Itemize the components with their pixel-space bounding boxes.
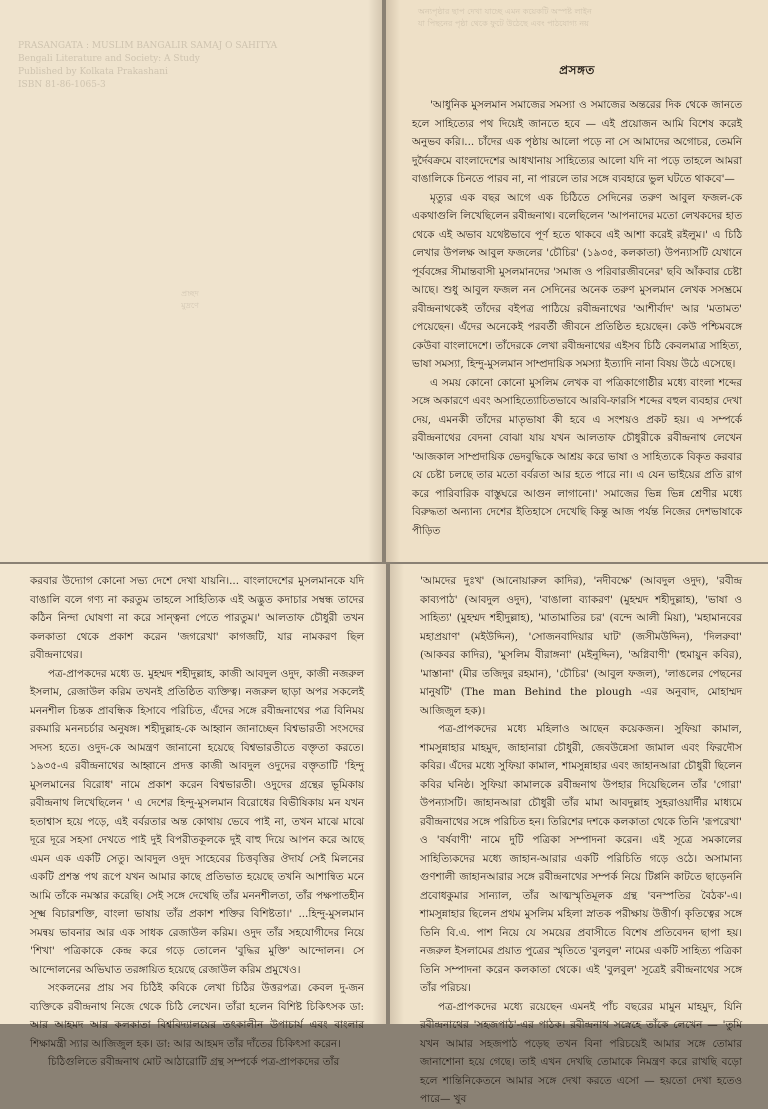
ghost-line: Published by Kolkata Prakashani — [18, 67, 168, 77]
page-bottom-left — [0, 564, 386, 1068]
page-top-right — [386, 0, 768, 562]
paragraph: পত্র-প্রাপকদের মধ্যে রয়েছেন এমনই পাঁচ বছরের মামুন মাহমুদ, যিনি রবীন্দ্রনাথের 'সহজপাঠ'-এর পাঠক। রবীন্দ্রনাথ সস্নেহে তাঁকে লেখেন — 'তুমি যখন আমার সহজপাঠ পড়েছ তখন বিনা পরিচয়েই আমার সঙ্গে তোমার জানাশোনা হয়ে গেছে। তাই এখন দেখছি তোমাকে নিমন্ত্রণ করে রাখছি বড়ো হলে শান্তিনিকেতনে আমার সঙ্গে দেখা করতে এসো — হয়তো দেখা হতেও পারে— খুব — [420, 1000, 742, 1105]
ghost-line: ISBN 81-86-1065-3 — [18, 80, 106, 90]
body-text — [30, 572, 364, 1072]
ghost-line: অন্যপৃষ্ঠার ছাপ দেখা যাচ্ছে এমন কয়েকটি অস্পষ্ট লাইন — [418, 7, 592, 16]
body-text — [420, 572, 742, 1109]
paragraph: মৃত্যুর এক বছর আগে এক চিঠিতে সেদিনের তরুণ আবুল ফজল-কে একথাগুলি লিখেছিলেন রবীন্দ্রনাথ। বলেছিলেন 'আপনাদের মতো লেখকদের হাত থেকে এই অভাব যথেষ্টভাবে পূর্ণ হতে থাকবে এই আশা করেই রইলুম।' এ চিঠি লেখার উপলক্ষ আবুল ফজলের 'চৌচির' (১৯৩৫, কলকাতা) উপন্যাসটি যেখানে পূর্ববঙ্গের সীমান্তবাসী মুসলমানদের 'সমাজ ও পরিবারজীবনের' ছবি আঁকবার চেষ্টা আছে। শুধু আবুল ফজল নন সেদিনের অনেক তরুণ মুসলমান লেখক সসম্ভ্রমে রবীন্দ্রনাথকেই তাঁদের বইপত্র পাঠিয়ে রবীন্দ্রনাথের 'আশীর্বাদ' আর 'মতামত' পেয়েছেন। এঁদের অনেকেই পরবর্তী জীবনে প্রতিষ্ঠিত হয়েছেন। কেউ পশ্চিমবঙ্গে কেউবা বাংলাদেশে। তাঁদেরকে লেখা রবীন্দ্রনাথের এইসব চিঠি কেবলমাত্র সাহিত্য, ভাষা সমস্যা, হিন্দু-মুসলমান সাম্প্রদায়িক সমস্যা ইত্যাদি নানা বিষয় উঠে এসেছে। — [412, 191, 742, 370]
ghost-line: মুদ্রণে — [181, 301, 199, 310]
body-text — [412, 96, 742, 540]
page-heading: প্রসঙ্গত — [559, 63, 595, 77]
paragraph: চিঠিগুলিতে রবীন্দ্রনাথ মোট আঠারোটি গ্রন্থ সম্পর্কে পত্র-প্রাপকদের তাঁর — [48, 1056, 340, 1068]
gutter-shadow — [372, 564, 386, 1024]
paragraph: পত্র-প্রাপকদের মধ্যে ড. মুহম্মদ শহীদুল্লাহ, কাজী আবদুল ওদুদ, কাজী নজরুল ইসলাম, রেজাউল করিম তখনই প্রতিষ্ঠিত ব্যক্তিত্ব। নজরুল ছাড়া অপর সকলেই মননশীল চিন্তক প্রাবন্ধিক হিসাবে পরিচিত, এঁদের সঙ্গে রবীন্দ্রনাথের পত্র বিনিময় রকমারি মননচর্চার অনুষঙ্গ। শহীদুল্লাহ-কে আহ্বান জানাচ্ছেন বিশ্বভারতী সংসদের সদস্য হতে। ওদুদ-কে আমন্ত্রণ জানানো হয়েছে বিশ্বভারতীতে বক্তৃতা করতে। ১৯৩৫-এ রবীন্দ্রনাথের আহ্বানে প্রদত্ত কাজী আবদুল ওদুদের বক্তৃতাটি 'হিন্দু মুসলমানের বিরোধ' নামে প্রকাশ করেন বিশ্বভারতী। ওদুদের গ্রন্থের ভূমিকায় রবীন্দ্রনাথ লিখেছিলেন ' এ দেশের হিন্দু-মুসলমান বিরোধের বিভীষিকায় মন যখন হতাশ্বাস হয়ে পড়ে, এই বর্বরতার অন্ত কোথায় ভেবে পাই না, তখন মাঝে মাঝে দূরে দূরে সহসা দেখতে পাই দুই বিপরীতকূলকে দুই বাহু দিয়ে আপন করে আছে এমন এক একটি সেতু। আবদুল ওদুদ সাহেবের চিত্তবৃত্তির ঔদার্য সেই মিলনের একটি প্রশস্ত পথ রূপে যখন আমার কাছে প্রতিভাত হয়েছে তখনি আশান্বিত মনে আমি তাঁকে নমস্কার করেছি। সেই সঙ্গে দেখেছি তাঁর মননশীলতা, তাঁর পক্ষপাতহীন সূক্ষ্ম বিচারশক্তি, বাংলা ভাষায় তাঁর প্রকাশ শক্তির বিশিষ্টতা।' ...হিন্দু-মুসলমান সমন্বয় ভাবনার আর এক সাধক রেজাউল করিম। ওদুদ তাঁর সহযোগীদের নিয়ে 'শিখা' পত্রিকাকে কেন্দ্র করে গড়ে তোলেন 'বুদ্ধির মুক্তি' আন্দোলন। সে আন্দোলনের অভিঘাত তরঙ্গায়িত হয়েছে রেজাউল করিম প্রমুখেও। — [30, 667, 364, 976]
gutter-shadow — [390, 564, 404, 1024]
gutter-shadow — [386, 0, 400, 562]
ghost-line: প্রচ্ছদ — [181, 289, 199, 298]
show-through-credits — [150, 288, 230, 312]
paragraph: পত্র-প্রাপকদের মধ্যে মহিলাও আছেন কয়েকজন। সুফিয়া কামাল, শামসুন্নাহার মাহমুদ, জাহানারা চৌধুরী, জেবউন্নেসা জামাল এবং ফিরদৌস কবির। এঁদের মধ্যে সুফিয়া কামাল, শামসুন্নাহার এবং জাহানআরা চৌধুরী ছিলেন কবির ঘনিষ্ঠ। সুফিয়া কামালকে রবীন্দ্রনাথ উপহার দিয়েছিলেন তাঁর 'গোরা' উপন্যাসটি। জাহানআরা চৌধুরী তাঁর মামা আবদুল্লাহ সুহরাওয়ার্দীর মাধ্যমে রবীন্দ্রনাথের সঙ্গে পরিচিত হন। তিরিশের দশকে কলকাতা থেকে তিনি 'রূপরেখা' ও 'বর্ষবাণী' নামে দুটি পত্রিকা সম্পাদনা করেন। এই সূত্রে সমকালের সাহিত্যিকদের মধ্যে জাহান-আরার একটি পরিচিতি গড়ে ওঠে। অসামান্য গুণশালী জাহানআরার সঙ্গে রবীন্দ্রনাথের সম্পর্ক নিয়ে টিপ্পনি কাটতে ছাড়েননি প্রবোধকুমার সান্যাল, তাঁর আত্মস্মৃতিমূলক গ্রন্থ 'বনস্পতির বৈঠক'-এ। শামসুন্নাহার ছিলেন প্রথম মুসলিম মহিলা স্নাতক পরীক্ষায় উত্তীর্ণ। কৃতিত্বের সঙ্গে তিনি বি.এ. পাশ নিয়ে যে সময়ের প্রবাসীতে বিশেষ প্রতিবেদন ছাপা হয়। নজরুল ইসলামের প্রয়াত পুত্রের স্মৃতিতে 'বুলবুল' নামের একটি সাহিত্য পত্রিকা তিনি সম্পাদনা করেন কলকাতা থেকে। এই 'বুলবুল' সূত্রেই রবীন্দ্রনাথের সঙ্গে তাঁর পরিচয়। — [420, 723, 742, 994]
paragraph: করবার উদ্যোগ কোনো সভ্য দেশে দেখা যায়নি।... বাংলাদেশের মুসলমানকে যদি বাঙালি বলে গণ্য না করতুম তাহলে সাহিত্যিক এই অদ্ভুত কদাচার সম্বন্ধ তাদের কঠিন নিন্দা ঘোষণা না করে সান্ত্বনা পেতে পারতুম।' আলতাফ চৌধুরী তখন কলকাতা থেকে প্রকাশ করেন 'জগরেখা' কাগজটি, যার নামকরণ ছিল রবীন্দ্রনাথের। — [30, 575, 364, 661]
ghost-line: PRASANGATA : MUSLIM BANGALIR SAMAJ O SAHITYA — [18, 41, 278, 51]
paragraph: এ সময় কোনো কোনো মুসলিম লেখক বা পত্রিকাগোষ্ঠীর মধ্যে বাংলা শব্দের সঙ্গে অকারণে এবং অসাহিত্যোচিতভাবে আরবি-ফারসি শব্দের বহুল ব্যবহার দেখা দেয়, এমনকী তাঁদের মাতৃভাষা কী হবে এ সংশয়ও প্রকট হয়। এ সম্পর্কে রবীন্দ্রনাথের বেদনা বোঝা যায় যখন আলতাফ চৌধুরীকে রবীন্দ্রনাথ লেখেন 'আজকাল সাম্প্রদায়িক ভেদবুদ্ধিকে আশ্রয় করে ভাষা ও সাহিত্যকে বিকৃত করবার যে চেষ্টা চলছে তার মতো বর্বরতা আর হতে পারে না। এ যেন ভাইয়ের প্রতি রাগ করে পারিবারিক বাস্তুঘরে আগুন লাগানো।' সমাজের ভিন্ন ভিন্ন শ্রেণীর মধ্যে বিরুদ্ধতা অন্যান্য দেশের ইতিহাসে দেখেছি কিন্তু আজ পর্যন্ত নিজের দেশভাষাকে পীড়িত — [412, 376, 742, 537]
paragraph: 'আধুনিক মুসলমান সমাজের সমস্যা ও সমাজের অন্তরের দিক থেকে জানতে হলে সাহিত্যের পথ দিয়েই জানতে হবে — এই প্রয়োজন আমি বিশেষ করেই অনুভব করি।... চাঁদের এক পৃষ্ঠায় আলো পড়ে না সে আমাদের অগোচর, তেমনি দুর্দৈবক্রমে বাংলাদেশের আধখানায় সাহিত্যের আলো যদি না পড়ে তাহলে আমরা বাঙালিকে চিনতে পারব না, না পারলে তার সঙ্গে ব্যবহারে ভুল ঘটতে থাকবে'— — [412, 99, 742, 185]
page-bottom-right — [390, 564, 768, 1105]
paragraph: 'আমদের দুঃখ' (আনোয়ারুল কাদির), 'নদীবক্ষে' (আবদুল ওদুদ), 'রবীন্দ্র কাব্যপাঠ' (আবদুল ওদুদ), 'বাঙালা ব্যাকরণ' (মুহম্মদ শহীদুল্লাহ), 'ভাষা ও সাহিত্য' (মুহম্মদ শহীদুল্লাহ), 'মাতামাতির চর' (বন্দে আলী মিয়া), 'মহামানবের মহাপ্রয়াণ' (মইউদ্দিন), 'সোজনবাদিয়ার ঘাট' (জসীমউদ্দিন), 'দিলরুবা' (আকবর কাদির), 'মুসলিম বীরাঙ্গনা' (মইনুদ্দিন), 'অগ্নিবাণী' (হুমায়ুন কবির), 'মাস্তানা' (মীর তজিদুর রহমান), 'চৌচির' (আবুল ফজল), 'লাঙলের পেছনের মানুষটি' (The man Behind the plough -এর অনুবাদ, মোহাম্মদ আজিজুল হক)। — [420, 575, 742, 717]
ghost-line: যা পিছনের পৃষ্ঠা থেকে ফুটে উঠেছে এবং পাঠযোগ্য নয় — [418, 19, 589, 28]
page-top-left — [0, 0, 382, 562]
paragraph: সংকলনের প্রায় সব চিঠিই কবিকে লেখা চিঠির উত্তরপত্র। কেবল দু-জন ব্যক্তিকে রবীন্দ্রনাথ নিজে থেকে চিঠি লেখেন। তাঁরা হলেন বিশিষ্ট চিকিৎসক ডা: আর আহমদ আর কলকাতা বিশ্ববিদ্যালয়ের তৎকালীন উপাচার্য এবং বাংলার শিক্ষামন্ত্রী স্যার আজিজুল হক। ডা: আর আহমদ তাঁর দাঁতের চিকিৎসা করেন। — [30, 982, 364, 1050]
show-through-text — [418, 6, 758, 30]
show-through-text — [18, 40, 288, 92]
ghost-line: Bengali Literature and Society: A Study — [18, 54, 200, 64]
gutter-shadow — [368, 0, 382, 562]
